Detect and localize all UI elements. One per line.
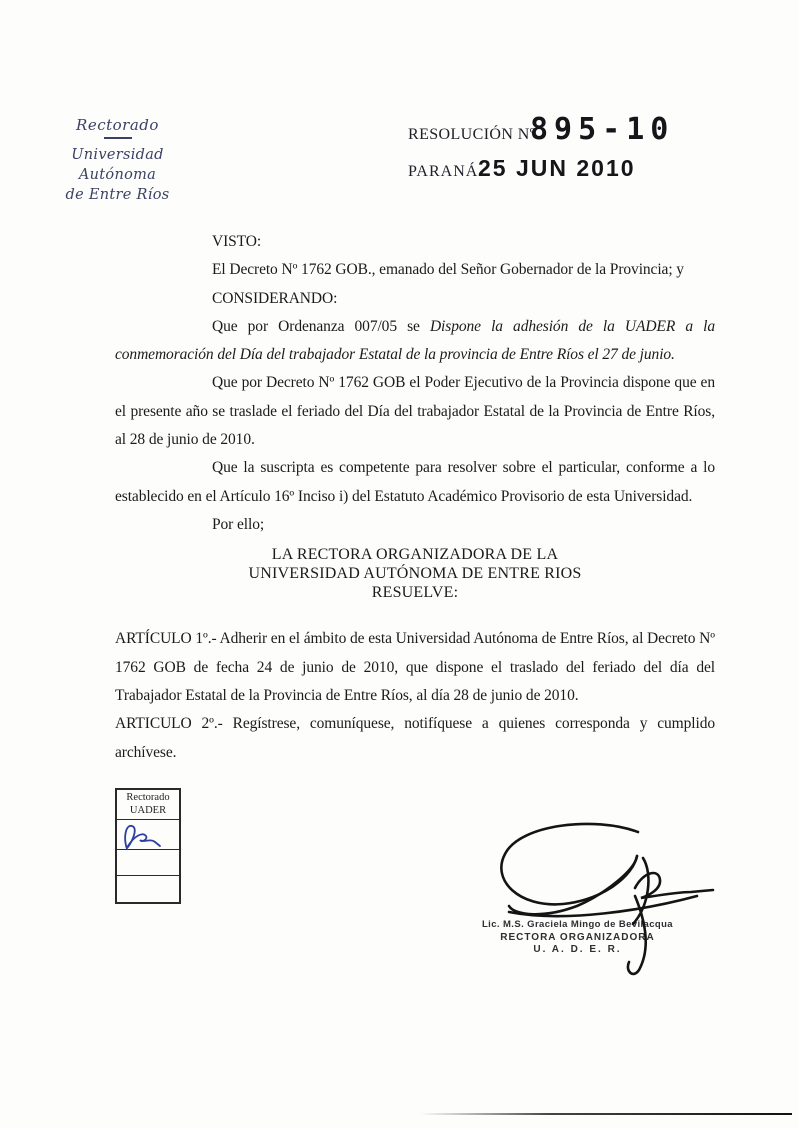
file-stamp-line1: Rectorado <box>126 792 170 803</box>
por-ello: Por ello; <box>212 515 265 533</box>
document-body <box>115 228 715 767</box>
letterhead-office: Rectorado <box>76 116 159 134</box>
ordenanza-regular-text: Que por Ordenanza 007/05 se <box>212 317 430 335</box>
scan-artifact-line <box>420 1113 792 1115</box>
articulo-1: ARTÍCULO 1º.- Adherir en el ámbito de esta Universidad Autónoma de Entre Ríos, al Decreto Nº 1762 GOB de fecha 24 de junio de 2010, que dispone el traslado del feriado del día del Trabajador Estatal de la Provincia de Entre Ríos, al día 28 de junio de 2010. <box>115 630 715 704</box>
file-stamp-box <box>115 788 181 904</box>
file-stamp-title <box>117 792 179 817</box>
file-stamp-row-divider <box>117 819 179 820</box>
resolution-label: RESOLUCIÓN Nº <box>408 126 536 143</box>
resolution-number-stamp: 895-10 <box>530 112 675 147</box>
resolve-heading-line1: LA RECTORA ORGANIZADORA DE LA <box>271 546 559 564</box>
considerando-paragraph-decreto: Que por Decreto Nº 1762 GOB el Poder Ejecutivo de la Provincia dispone que en el presente año se traslade el feriado del Día del trabajador Estatal de la Provincia de Entre Ríos, al 28 de junio de 2010. <box>115 374 715 449</box>
considerando-paragraph-ordenanza <box>115 313 715 370</box>
file-stamp-line2: UADER <box>129 804 167 816</box>
resolve-heading <box>115 546 715 602</box>
date-stamp: 25 JUN 2010 <box>478 155 636 181</box>
visto-paragraph: El Decreto Nº 1762 GOB., emanado del Señor Gobernador de la Provincia; y <box>212 261 684 279</box>
letterhead <box>35 116 200 205</box>
signer-title: RECTORA ORGANIZADORA <box>500 931 655 943</box>
articulo-2: ARTICULO 2º.- Regístrese, comuníquese, notifíquese a quienes corresponda y cumplido archívese. <box>115 715 715 761</box>
visto-label: VISTO: <box>212 233 262 250</box>
letterhead-university-line2: de Entre Ríos <box>65 186 170 203</box>
articles-section <box>115 625 715 766</box>
signer-org: U. A. D. E. R. <box>533 944 622 955</box>
signer-name: Lic. M.S. Graciela Mingo de Bevilacqua <box>481 919 673 930</box>
ordenanza-italic-text: Dispone la adhesión de la UADER a la conmemoración del Día del trabajador Estatal de la provincia de Entre Ríos el 27 de junio. <box>115 317 715 364</box>
initials-scribble-icon <box>119 821 174 851</box>
resolve-heading-line2: UNIVERSIDAD AUTÓNOMA DE ENTRE RIOS <box>248 564 582 582</box>
signature-block <box>470 919 685 957</box>
considerando-label: CONSIDERANDO: <box>212 289 338 307</box>
letterhead-divider <box>104 137 132 139</box>
city-label: PARANÁ <box>408 163 479 180</box>
resolve-heading-line3: RESUELVE: <box>371 583 459 601</box>
file-stamp-row-divider <box>117 875 179 876</box>
letterhead-university-line1: Universidad Autónoma <box>71 146 164 183</box>
considerando-paragraph-competencia: Que la suscripta es competente para resolver sobre el particular, conforme a lo establecido en el Artículo 16º Inciso i) del Estatuto Académico Provisorio de esta Universidad. <box>115 459 715 505</box>
